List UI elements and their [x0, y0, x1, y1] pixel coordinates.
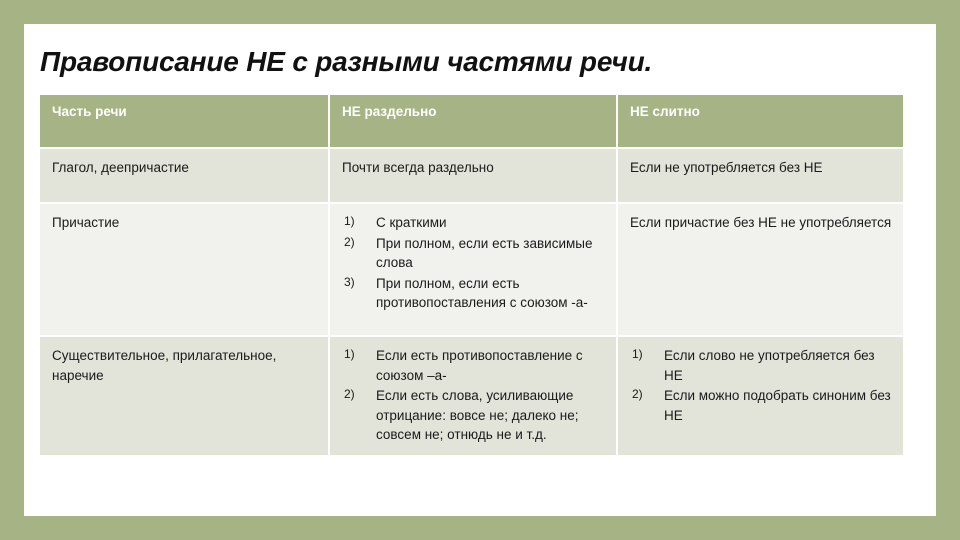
list-marker: 2)	[344, 387, 355, 402]
list-item	[630, 386, 893, 425]
list-item	[342, 234, 606, 273]
table-row	[40, 336, 903, 456]
column-header-part-of-speech: Часть речи	[40, 95, 329, 148]
list-item-text: Если можно подобрать синоним без НЕ	[664, 388, 891, 423]
ordered-list	[630, 346, 893, 425]
list-marker: 3)	[344, 274, 355, 289]
list-item	[342, 213, 606, 233]
slide-content-area	[24, 24, 936, 516]
list-item-text: С краткими	[376, 215, 447, 230]
cell-text: Причастие	[52, 215, 120, 230]
cell-part-of-speech	[40, 148, 329, 203]
list-marker: 1)	[632, 347, 643, 361]
list-marker: 2)	[632, 387, 643, 402]
list-item	[342, 386, 606, 445]
cell-ne-together	[617, 336, 903, 456]
cell-text: Глагол, деепричастие	[52, 160, 189, 175]
cell-text: Почти всегда раздельно	[342, 160, 494, 175]
table-row	[40, 148, 903, 203]
list-marker: 2)	[344, 234, 355, 249]
ordered-list	[342, 213, 606, 313]
cell-ne-separate	[329, 148, 617, 203]
column-header-ne-together: НЕ слитно	[617, 95, 903, 148]
list-item	[342, 274, 606, 313]
cell-text: Если причастие без НЕ не употребляется	[630, 215, 892, 230]
list-item	[342, 346, 606, 385]
list-marker: 1)	[344, 347, 355, 361]
list-item	[630, 346, 893, 385]
rules-table	[40, 95, 903, 457]
table-body	[40, 148, 903, 456]
table-header	[40, 95, 903, 148]
cell-part-of-speech	[40, 203, 329, 336]
cell-ne-separate	[329, 203, 617, 336]
cell-part-of-speech	[40, 336, 329, 456]
table-row	[40, 203, 903, 336]
cell-ne-together	[617, 203, 903, 336]
page-title: Правописание НЕ с разными частями речи.	[40, 46, 653, 77]
list-item-text: Если слово не употребляется без НЕ	[664, 348, 875, 383]
list-marker: 1)	[344, 214, 355, 228]
list-item-text: Если есть слова, усиливающие отрицание: вовсе не; далеко не; совсем не; отнюдь не и т.д.	[376, 388, 579, 443]
list-item-text: При полном, если есть противопоставления с союзом -а-	[376, 275, 588, 311]
cell-text: Если не употребляется без НЕ	[630, 160, 823, 175]
list-item-text: При полном, если есть зависимые слова	[376, 235, 593, 271]
ordered-list	[342, 346, 606, 445]
table-header-row	[40, 95, 903, 148]
cell-text: Существительное, прилагательное, наречие	[52, 348, 277, 383]
cell-ne-together	[617, 148, 903, 203]
list-item-text: Если есть противопоставление с союзом –а-	[376, 348, 583, 383]
column-header-ne-separate: НЕ раздельно	[329, 95, 617, 148]
cell-ne-separate	[329, 336, 617, 456]
